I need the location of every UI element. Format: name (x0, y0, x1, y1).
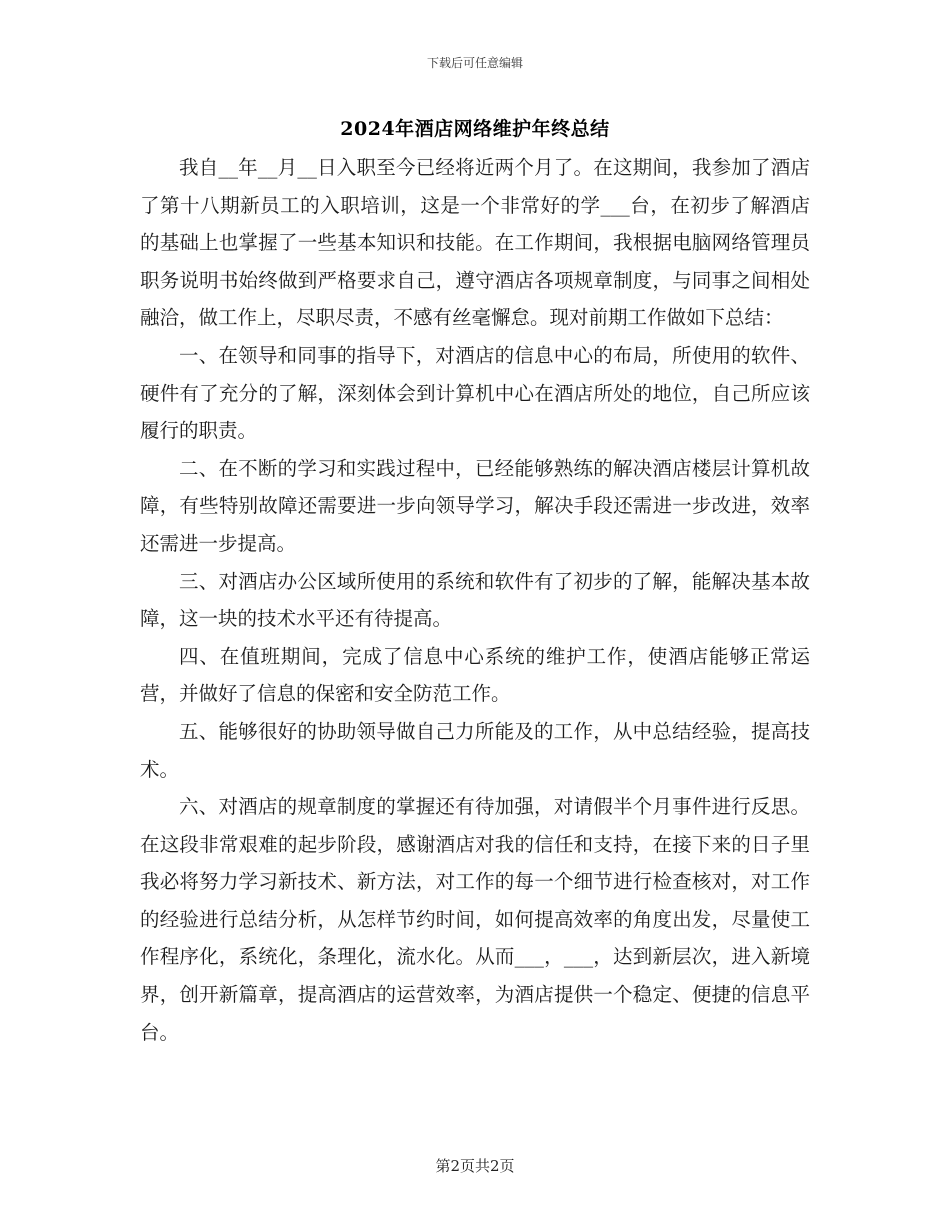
paragraph-item-1: 一、在领导和同事的指导下，对酒店的信息中心的布局，所使用的软件、硬件有了充分的了解，深刻体会到计算机中心在酒店所处的地位，自己所应该履行的职责。 (140, 343, 810, 443)
paragraph-item-4: 四、在值班期间，完成了信息中心系统的维护工作，使酒店能够正常运营，并做好了信息的保密和安全防范工作。 (140, 644, 810, 706)
document-title: 2024年酒店网络维护年终总结 (340, 118, 610, 140)
paragraph-item-2: 二、在不断的学习和实践过程中，已经能够熟练的解决酒店楼层计算机故障，有些特别故障还需要进一步向领导学习，解决手段还需进一步改进，效率还需进一步提高。 (140, 456, 810, 555)
paragraph-intro: 我自__年__月__日入职至今已经将近两个月了。在这期间，我参加了酒店了第十八期新员工的入职培训，这是一个非常好的学___台，在初步了解酒店的基础上也掌握了一些基本知识和技能。在工作期间，我根据电脑网络管理员职务说明书始终做到严格要求自己，遵守酒店各项规章制度，与同事之间相处融洽，做工作上，尽职尽责，不感有丝毫懈怠。现对前期工作做如下总结： (140, 156, 810, 330)
paragraph-item-5: 五、能够很好的协助领导做自己力所能及的工作，从中总结经验，提高技术。 (140, 719, 810, 781)
document-body (140, 149, 810, 1051)
paragraph-item-3: 三、对酒店办公区域所使用的系统和软件有了初步的了解，能解决基本故障，这一块的技术水平还有待提高。 (140, 569, 810, 631)
paragraph-item-6: 六、对酒店的规章制度的掌握还有待加强，对请假半个月事件进行反思。在这段非常艰难的起步阶段，感谢酒店对我的信任和支持，在接下来的日子里我必将努力学习新技术、新方法，对工作的每一个细节进行检查核对，对工作的经验进行总结分析，从怎样节约时间，如何提高效率的角度出发，尽量使工作程序化，系统化，条理化，流水化。从而___，___，达到新层次，进入新境界，创开新篇章，提高酒店的运营效率，为酒店提供一个稳定、便捷的信息平台。 (140, 795, 810, 1044)
page-footer: 第2页共2页 (435, 1157, 515, 1175)
header-note: 下载后可任意编辑 (426, 56, 523, 70)
